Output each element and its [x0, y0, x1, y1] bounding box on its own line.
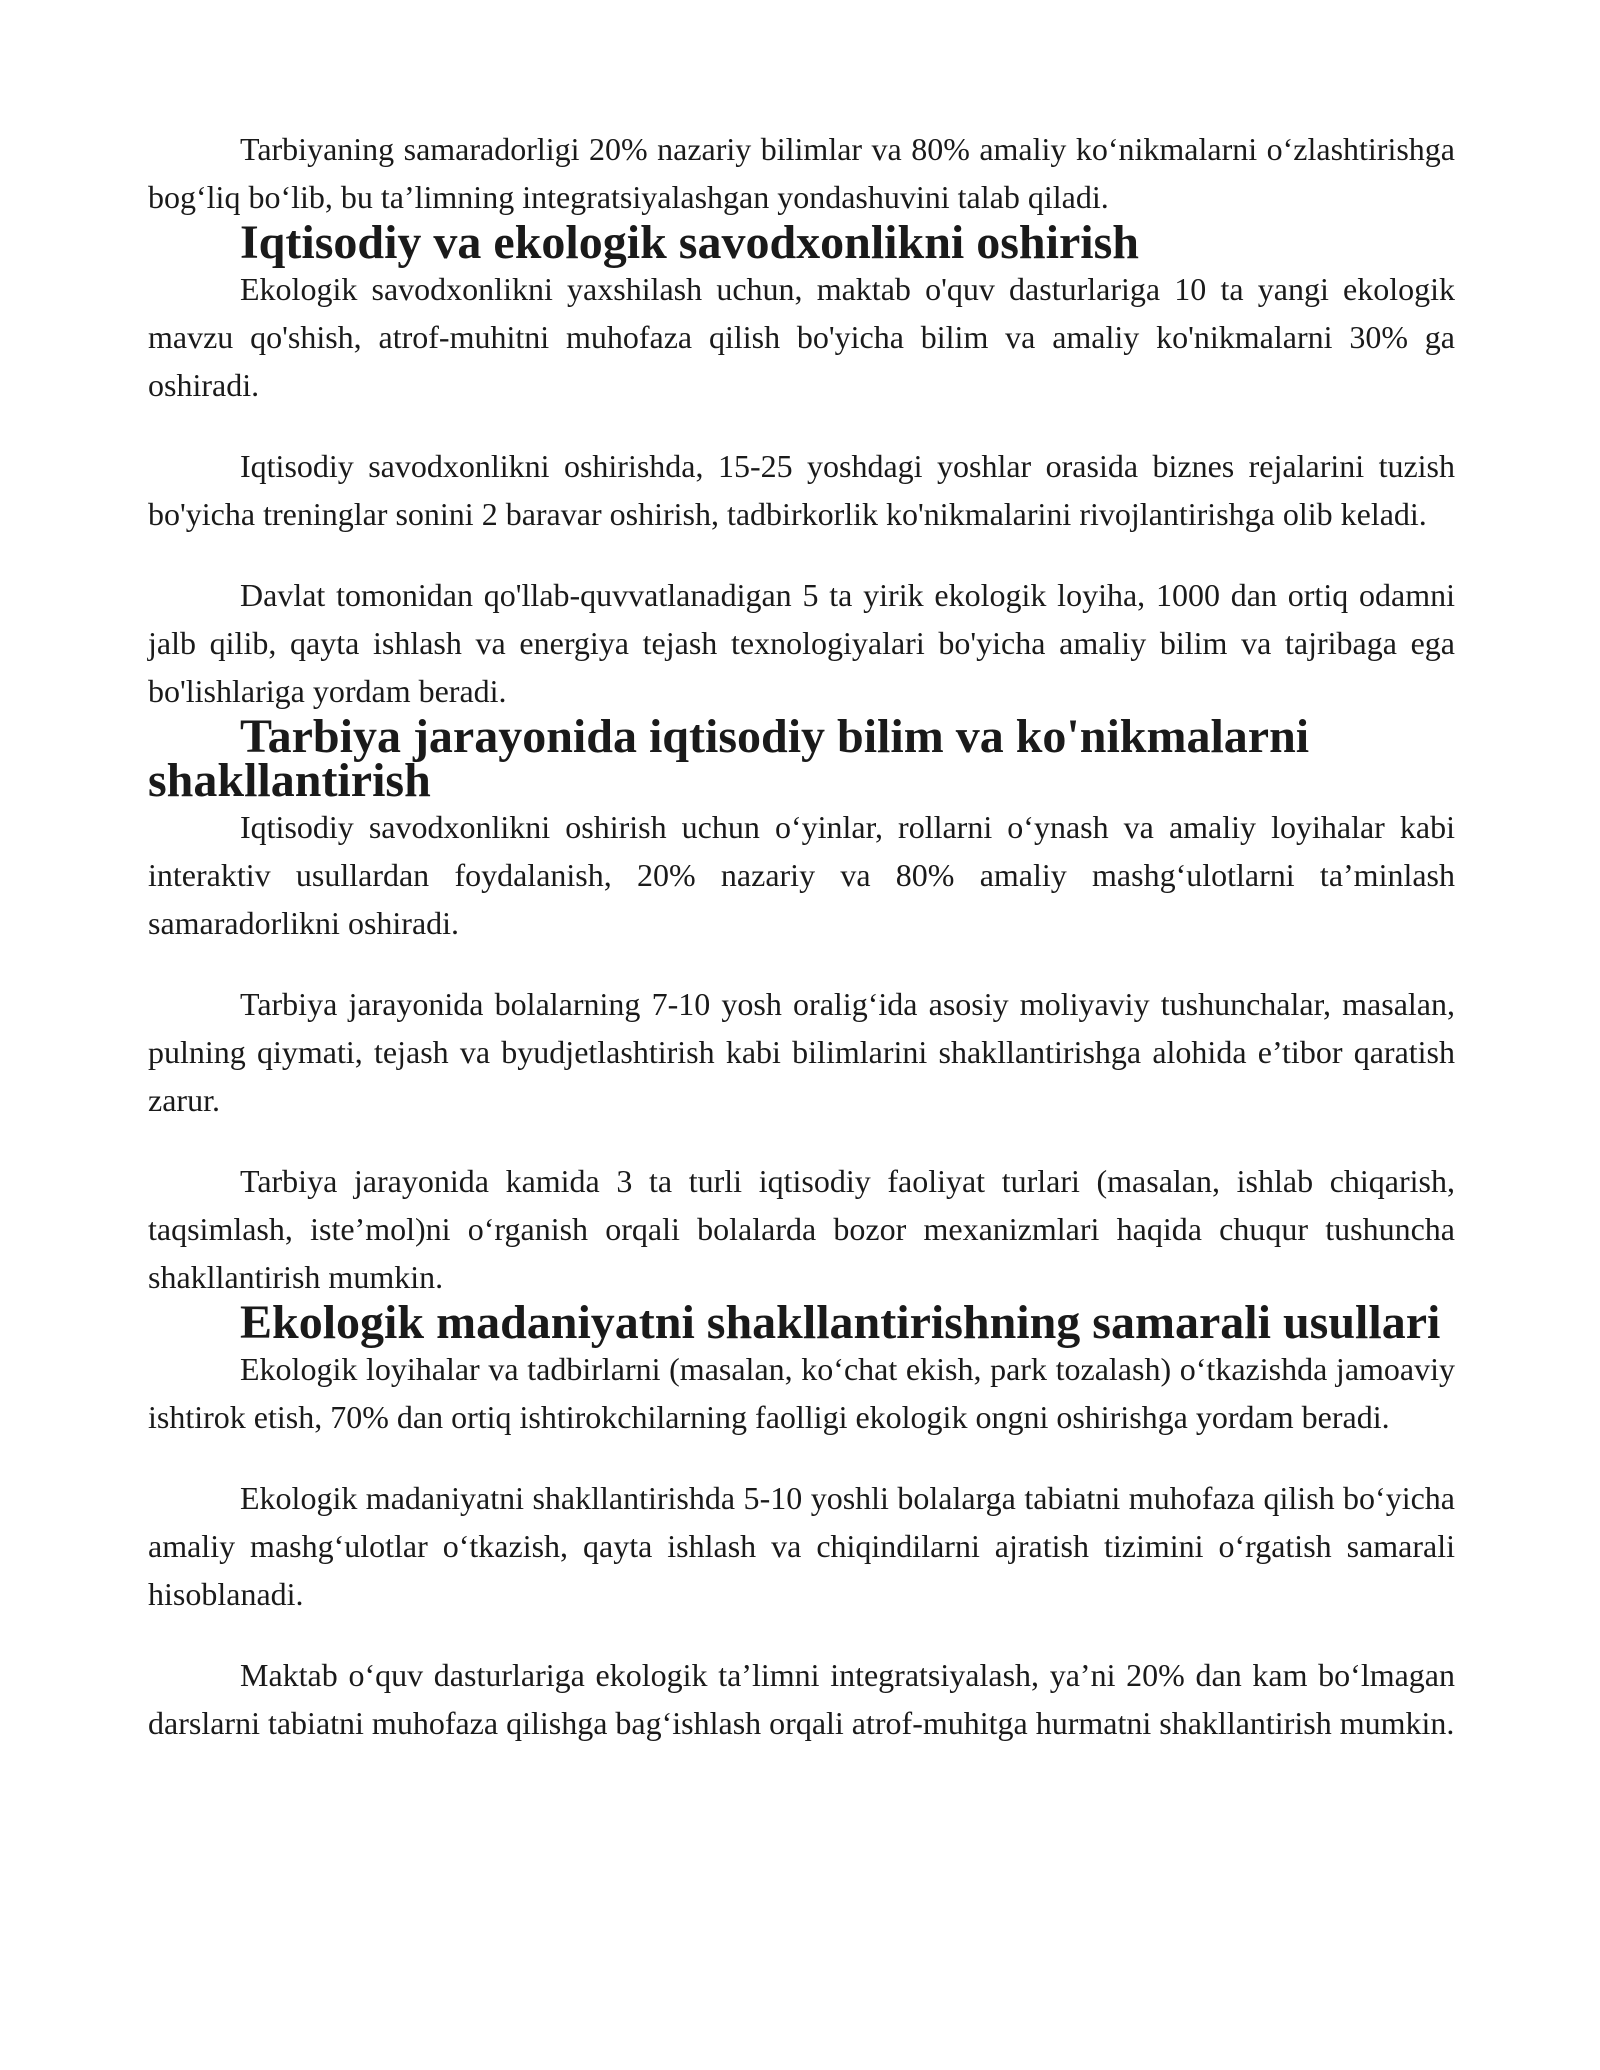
section-heading: Iqtisodiy va ekologik savodxonlikni oshirish — [240, 216, 1139, 269]
paragraph: Iqtisodiy savodxonlikni oshirishda, 15-25 yoshdagi yoshlar orasida biznes rejalarini tuzish bo'yicha treninglar sonini 2 baravar oshirish, tadbirkorlik ko'nikmalarini rivojlantirishga olib keladi. — [148, 448, 1455, 532]
paragraph: Ekologik savodxonlikni yaxshilash uchun, maktab o'quv dasturlariga 10 ta yangi ekologik mavzu qo'shish, atrof-muhitni muhofaza qilish bo'yicha bilim va amaliy ko'nikmalarni 30% ga oshiradi. — [148, 271, 1455, 403]
paragraph: Ekologik madaniyatni shakllantirishda 5-10 yoshli bolalarga tabiatni muhofaza qilish bo‘yicha amaliy mashg‘ulotlar o‘tkazish, qayta ishlash va chiqindilarni ajratish tizimini o‘rgatish samarali hisoblanadi. — [148, 1480, 1455, 1612]
section-heading: Ekologik madaniyatni shakllantirishning samarali usullari — [240, 1296, 1441, 1349]
paragraph: Maktab o‘quv dasturlariga ekologik ta’limni integratsiyalash, ya’ni 20% dan kam bo‘lmagan darslarni tabiatni muhofaza qilishga bag‘ishlash orqali atrof-muhitga hurmatni shakllantirish mumkin. — [148, 1657, 1455, 1741]
section-heading: Tarbiya jarayonida iqtisodiy bilim va ko'nikmalarni shakllantirish — [148, 710, 1310, 807]
paragraph: Iqtisodiy savodxonlikni oshirish uchun o‘yinlar, rollarni o‘ynash va amaliy loyihalar kabi interaktiv usullardan foydalanish, 20% nazariy va 80% amaliy mashg‘ulotlarni ta’minlash samaradorlikni oshiradi. — [148, 809, 1455, 941]
paragraph: Tarbiya jarayonida bolalarning 7-10 yosh oralig‘ida asosiy moliyaviy tushunchalar, masalan, pulning qiymati, tejash va byudjetlashtirish kabi bilimlarini shakllantirishga alohida e’tibor qaratish zarur. — [148, 986, 1455, 1118]
paragraph: Tarbiyaning samaradorligi 20% nazariy bilimlar va 80% amaliy ko‘nikmalarni o‘zlashtirishga bog‘liq bo‘lib, bu ta’limning integratsiyalashgan yondashuvini talab qiladi. — [148, 131, 1455, 215]
paragraph: Ekologik loyihalar va tadbirlarni (masalan, ko‘chat ekish, park tozalash) o‘tkazishda jamoaviy ishtirok etish, 70% dan ortiq ishtirokchilarning faolligi ekologik ongni oshirishga yordam beradi. — [148, 1351, 1455, 1435]
paragraph: Tarbiya jarayonida kamida 3 ta turli iqtisodiy faoliyat turlari (masalan, ishlab chiqarish, taqsimlash, iste’mol)ni o‘rganish orqali bolalarda bozor mexanizmlari haqida chuqur tushuncha shakllantirish mumkin. — [148, 1163, 1455, 1295]
paragraph: Davlat tomonidan qo'llab-quvvatlanadigan 5 ta yirik ekologik loyiha, 1000 dan ortiq odamni jalb qilib, qayta ishlash va energiya tejash texnologiyalari bo'yicha amaliy bilim va tajribaga ega bo'lishlariga yordam beradi. — [148, 577, 1455, 709]
